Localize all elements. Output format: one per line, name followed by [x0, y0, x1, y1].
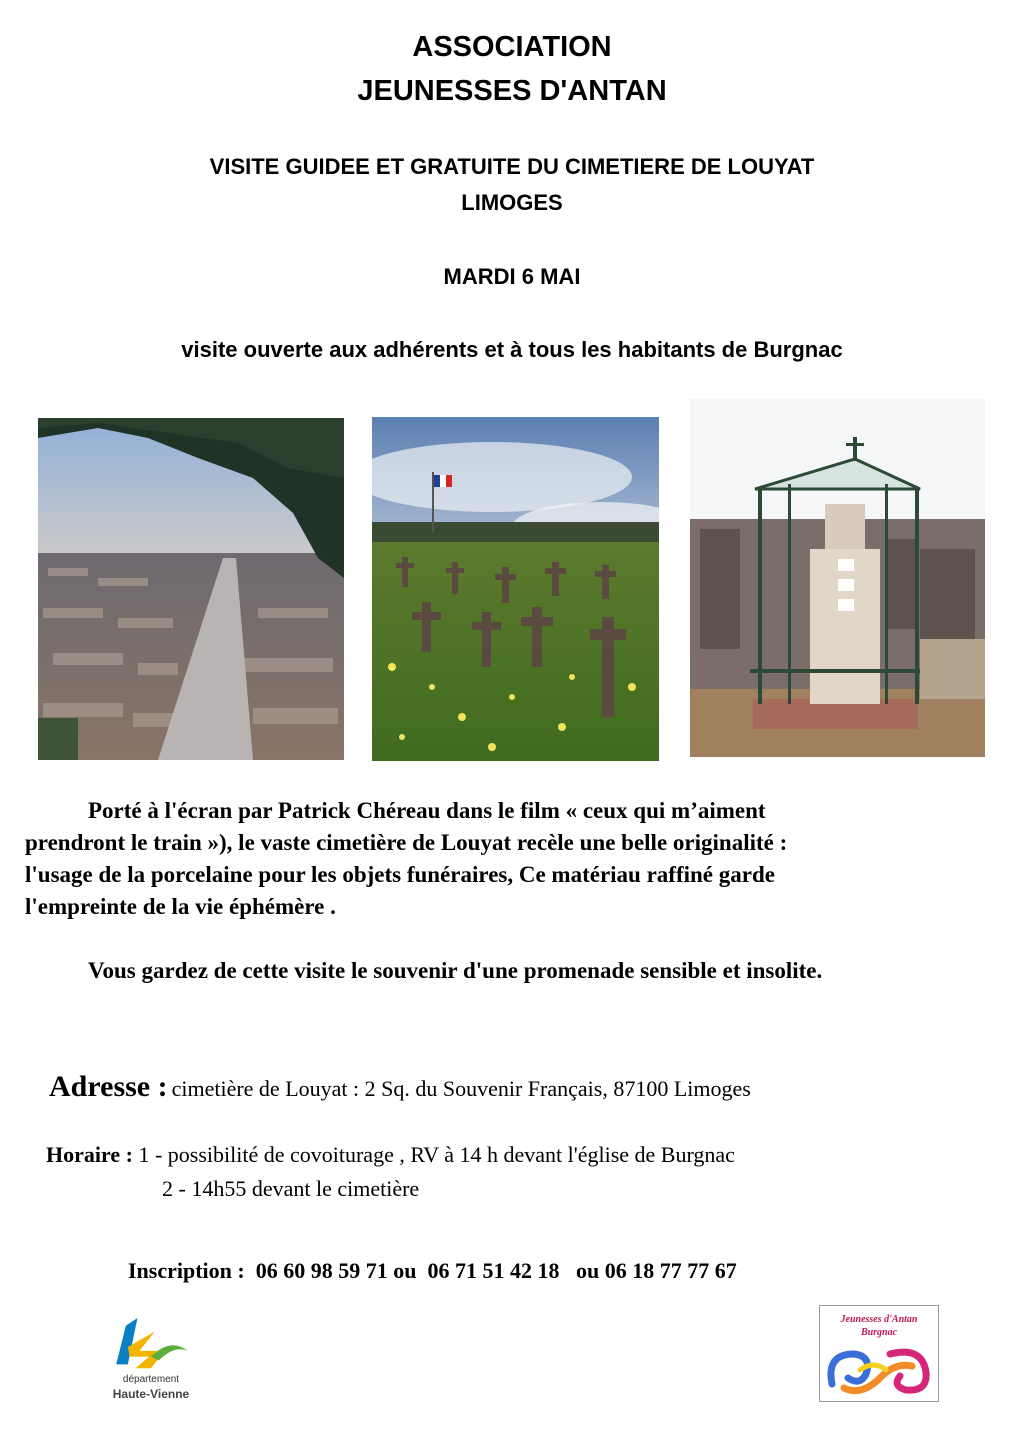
souvenir-line: Vous gardez de cette visite le souvenir d'une promenade sensible et insolite. — [88, 958, 823, 983]
jeunesses-antan-logo — [819, 1305, 939, 1402]
logo-right-line2: Burgnac — [860, 1327, 898, 1338]
visit-title-line2: LIMOGES — [461, 190, 563, 215]
logo-left-line2: Haute-Vienne — [112, 1387, 190, 1401]
description-line-2: prendront le train »), le vaste cimetière de Louyat recèle une belle originalité : — [25, 830, 788, 855]
address-row — [49, 1070, 751, 1104]
schedule-row-1 — [46, 1142, 735, 1168]
gazebo-tomb-photo — [690, 399, 985, 757]
logo-right-line1: Jeunesses d'Antan — [840, 1314, 918, 1325]
schedule-label: Horaire : — [46, 1142, 133, 1167]
swirl-emblem-icon — [820, 1340, 938, 1400]
description-line-1: Porté à l'écran par Patrick Chéreau dans le film « ceux qui m’aiment — [88, 798, 766, 823]
schedule-item-2: 2 - 14h55 devant le cimetière — [162, 1176, 420, 1201]
address-value: cimetière de Louyat : 2 Sq. du Souvenir Français, 87100 Limoges — [171, 1076, 751, 1101]
association-name: JEUNESSES D'ANTAN — [357, 75, 667, 107]
haute-vienne-emblem-icon — [105, 1318, 197, 1376]
cemetery-aerial-photo — [38, 418, 344, 760]
visit-audience: visite ouverte aux adhérents et à tous les habitants de Burgnac — [181, 337, 843, 362]
association-heading: ASSOCIATION — [412, 31, 612, 63]
schedule-item-1: 1 - possibilité de covoiturage , RV à 14 h devant l'église de Burgnac — [138, 1142, 735, 1167]
description-line-3: l'usage de la porcelaine pour les objets funéraires, Ce matériau raffiné garde — [25, 862, 775, 887]
registration-line: Inscription : 06 60 98 59 71 ou 06 71 51 42 18 ou 06 18 77 77 67 — [128, 1258, 737, 1283]
address-label: Adresse : — [49, 1070, 168, 1103]
description-line-4: l'empreinte de la vie éphémère . — [25, 894, 336, 919]
logo-left-line1: département — [122, 1374, 180, 1385]
haute-vienne-logo — [105, 1318, 197, 1404]
visit-date: MARDI 6 MAI — [443, 264, 581, 289]
visit-title-line1: VISITE GUIDEE ET GRATUITE DU CIMETIERE DE LOUYAT — [209, 154, 815, 179]
military-graves-photo — [372, 417, 659, 761]
